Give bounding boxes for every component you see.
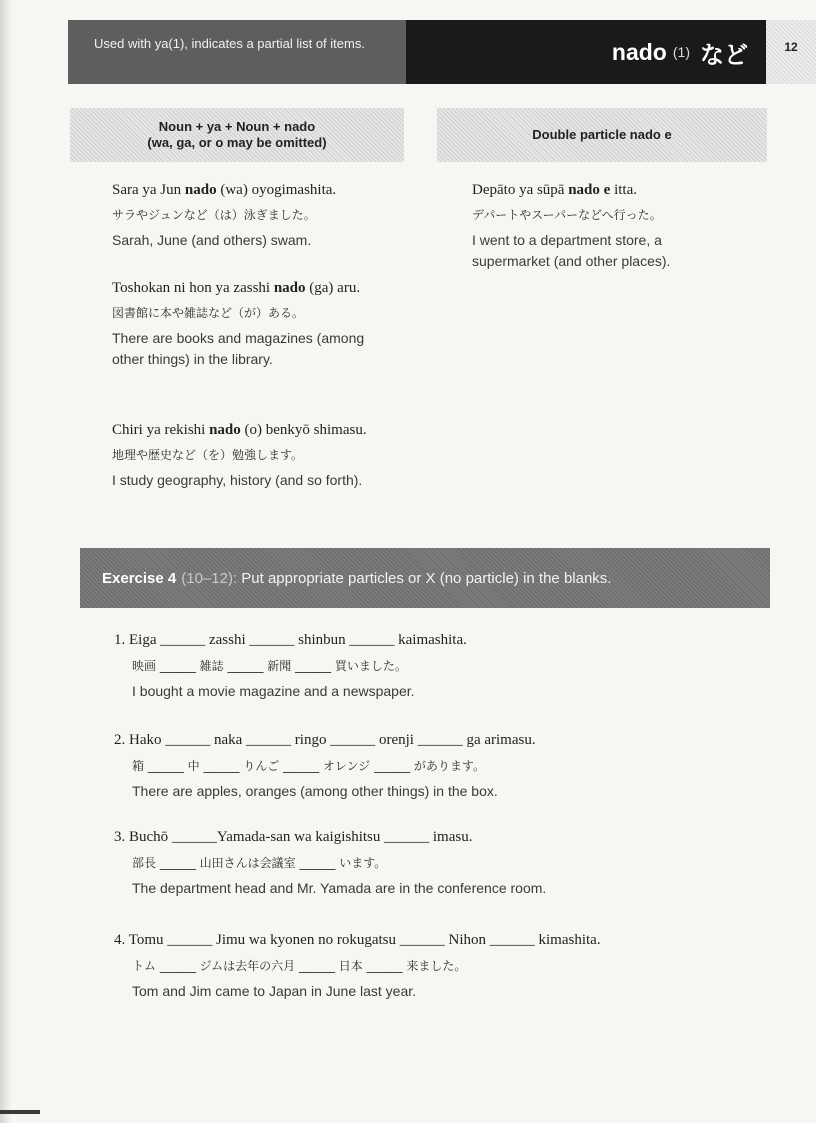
exercise-item-4 [114,930,754,1002]
exercise-heading [80,548,770,608]
example-romaji: Depāto ya sūpā nado e itta. [472,182,637,198]
item-japanese: トム ______ ジムは去年の六月 ______ 日本 ______ 来ました。 [132,959,467,973]
item-romaji: 1. Eiga ______ zasshi ______ shinbun ______ kaimashita. [114,632,467,648]
right-example-1 [472,180,722,272]
left-example-3 [112,420,382,491]
page-number: 12 [766,20,816,84]
item-english: There are apples, oranges (among other things) in the box. [132,783,498,799]
example-english: I went to a department store, a supermarket (and other places). [472,232,671,269]
header-title-japanese: など [700,40,748,69]
exercise-range: (10–12): [181,569,238,587]
header-title-number: (1) [672,44,690,60]
example-japanese: 図書館に本や雑誌など（が）ある。 [112,306,305,320]
right-column-heading: Double particle nado e [437,108,767,162]
example-romaji: Chiri ya rekishi nado (o) benkyō shimasu. [112,422,367,438]
example-romaji: Toshokan ni hon ya zasshi nado (ga) aru. [112,280,361,296]
item-japanese: 部長 ______ 山田さんは会議室 ______ います。 [132,856,387,870]
item-japanese: 映画 ______ 雑誌 ______ 新聞 ______ 買いました。 [132,659,407,673]
item-japanese: 箱 ______ 中 ______ りんご ______ オレンジ ______ があります。 [132,759,485,773]
left-column-heading [70,108,404,162]
exercise-item-2 [114,730,754,802]
exercise-item-1 [114,630,754,702]
header-title-block [406,20,766,84]
example-japanese: 地理や歴史など（を）勉強します。 [112,448,304,462]
item-english: The department head and Mr. Yamada are in the conference room. [132,880,547,896]
left-heading-line1: Noun + ya + Noun + nado [158,119,316,134]
header-title: nado [611,38,667,65]
item-romaji: 2. Hako ______ naka ______ ringo ______ orenji ______ ga arimasu. [114,732,536,748]
item-romaji: 3. Buchō ______Yamada-san wa kaigishitsu ______ imasu. [114,829,473,845]
exercise-label: Exercise 4 [102,569,177,587]
item-english: I bought a movie magazine and a newspaper. [132,683,415,699]
exercise-item-3 [114,827,754,899]
page-header [68,20,766,84]
header-note: Used with ya(1), indicates a partial list of items. [68,20,406,84]
left-heading-line2: (wa, ga, or o may be omitted) [147,135,327,150]
left-example-1 [112,180,432,251]
item-romaji: 4. Tomu ______ Jimu wa kyonen no rokugatsu ______ Nihon ______ kimashita. [114,932,601,948]
example-english: There are books and magazines (among other things) in the library. [112,330,365,367]
exercise-instruction: Put appropriate particles or X (no particle) in the blanks. [241,569,612,587]
example-english: I study geography, history (and so forth). [112,472,363,488]
page-edge-mark [0,1110,40,1114]
item-english: Tom and Jim came to Japan in June last year. [132,983,417,999]
example-romaji: Sara ya Jun nado (wa) oyogimashita. [112,182,337,198]
example-english: Sarah, June (and others) swam. [112,232,312,248]
left-example-2 [112,278,402,370]
example-japanese: サラやジュンなど（は）泳ぎました。 [112,208,316,222]
example-japanese: デパートやスーパーなどへ行った。 [472,208,662,222]
page-spine-shadow [0,0,12,1123]
